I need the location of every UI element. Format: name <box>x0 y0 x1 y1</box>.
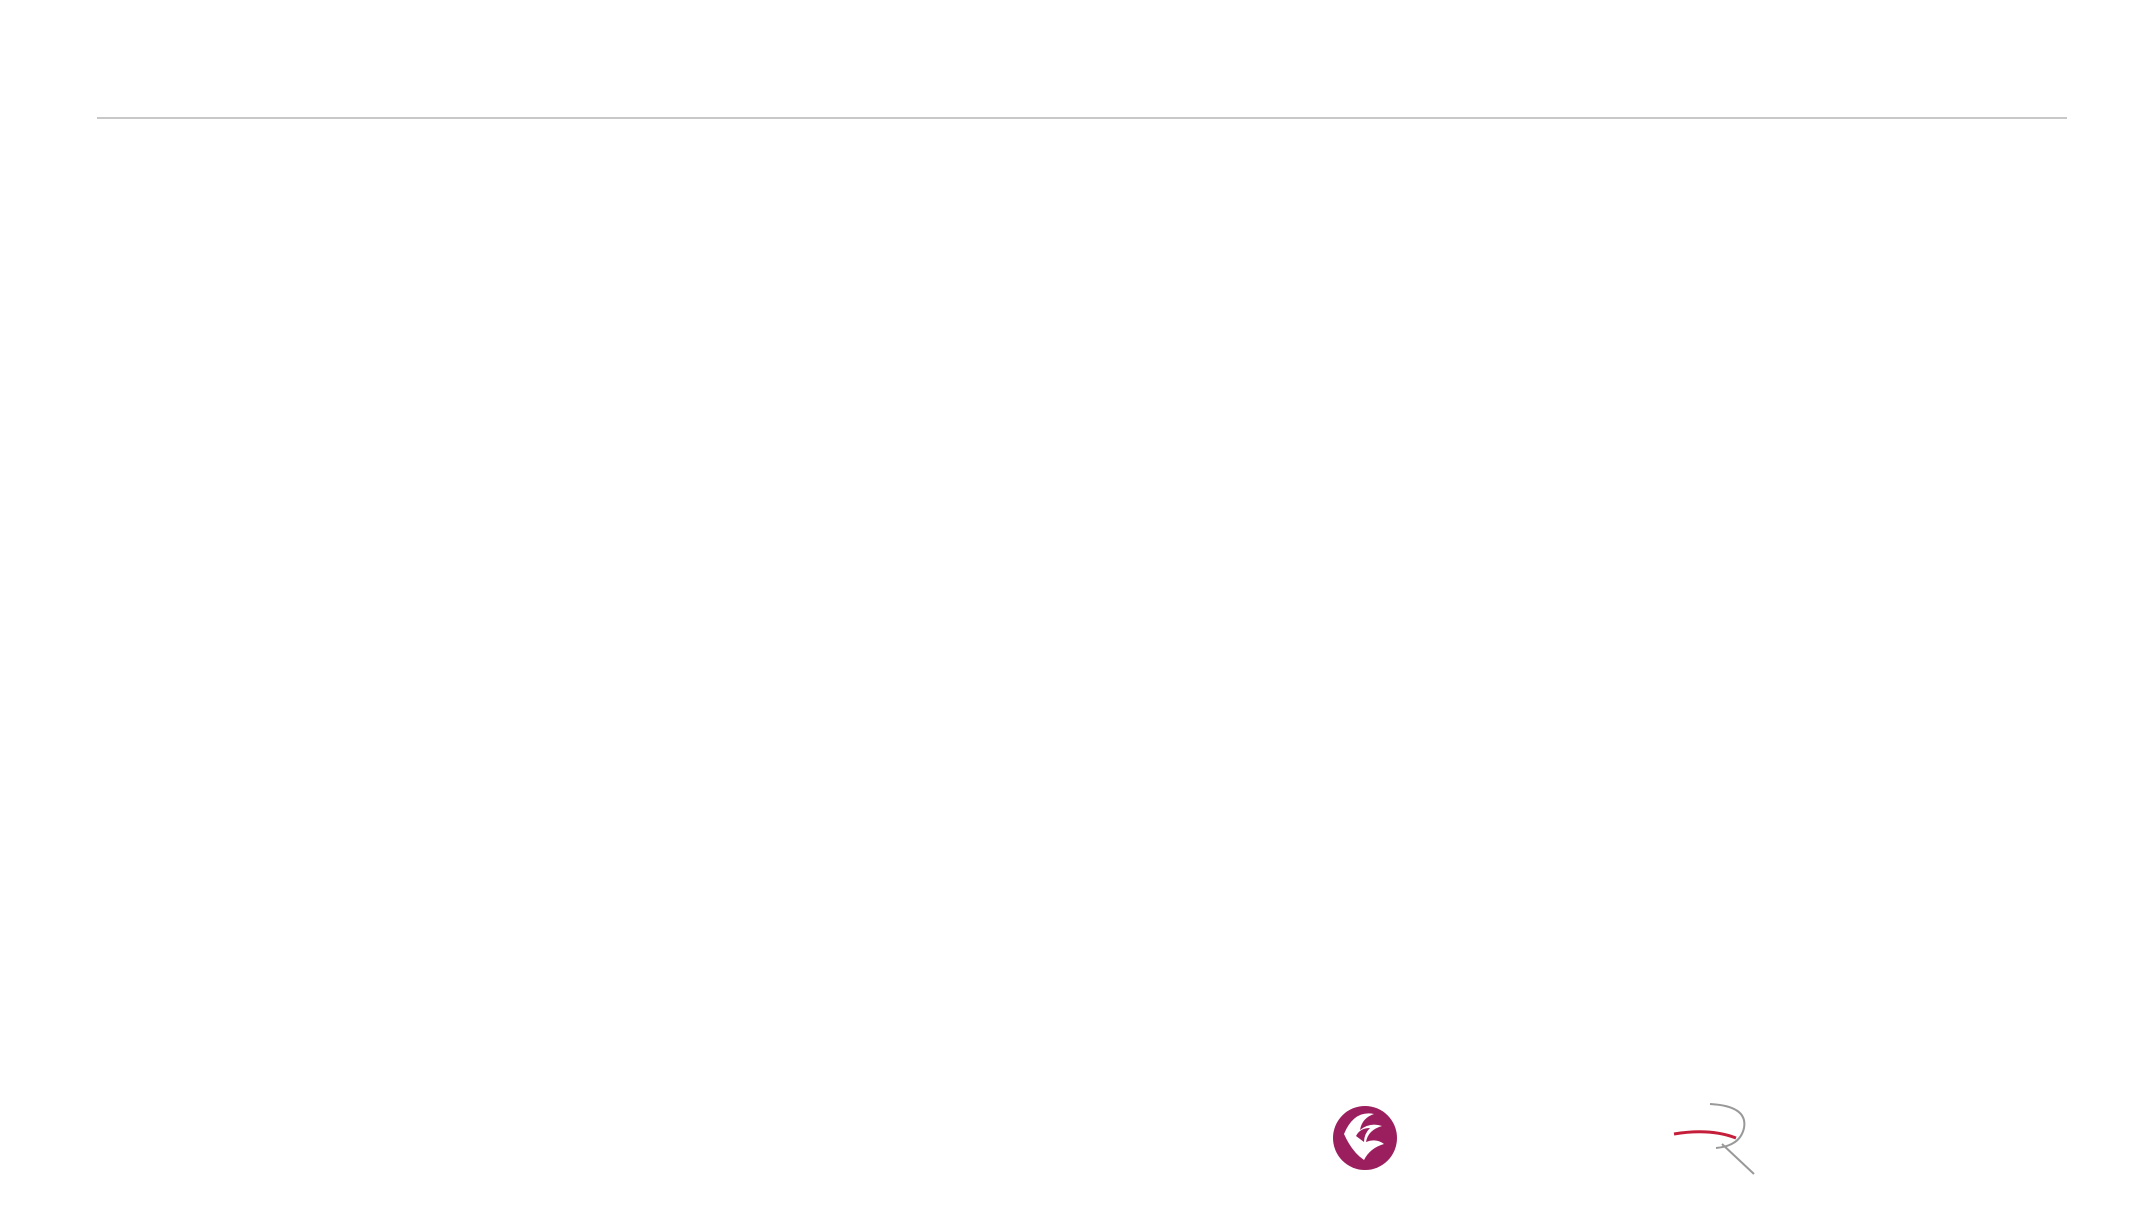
results-chart <box>1573 160 2069 590</box>
header-rule <box>97 117 2067 119</box>
footer-logos <box>1330 1098 2070 1178</box>
reingold-logo-icon <box>1670 1098 1780 1178</box>
chart-panel <box>1573 160 2069 590</box>
phoenix-logo-icon <box>1330 1100 1400 1172</box>
